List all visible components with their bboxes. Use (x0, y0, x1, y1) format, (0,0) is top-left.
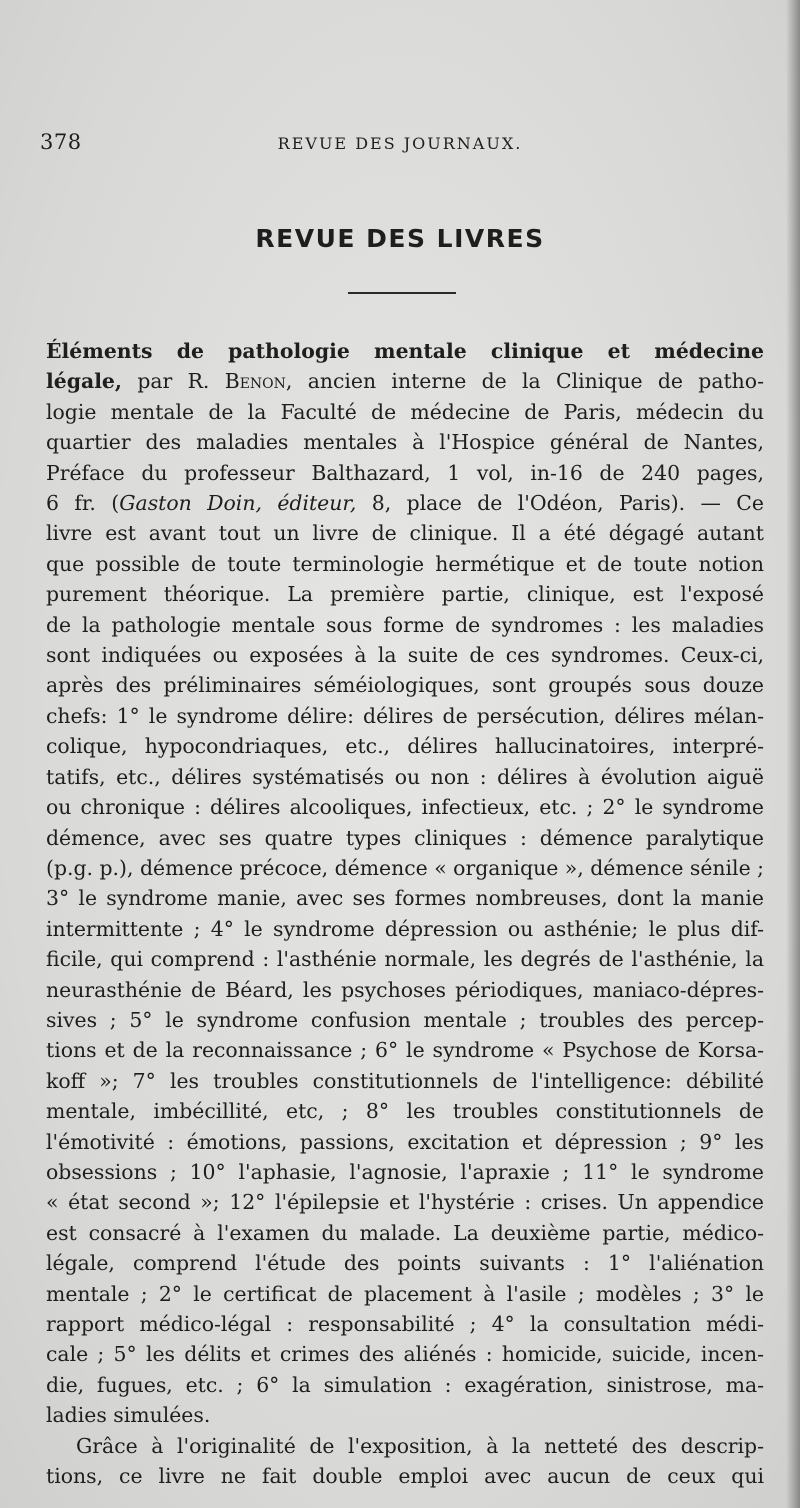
title-rule (348, 292, 456, 294)
text-line: chefs: 1° le syndrome délire: délires de persécution, délires mélan- (46, 703, 764, 728)
text-line: de la pathologie mentale sous forme de syndromes : les maladies (46, 612, 764, 637)
author-name: Benon (224, 369, 286, 394)
text-line: ou chronique : délires alcooliques, infectieux, etc. ; 2° le syndrome (46, 795, 764, 820)
text-line: rapport médico-légal : responsabilité ; 4° la consultation médi- (46, 1312, 764, 1336)
text-line: tions, ce livre ne fait double emploi avec aucun de ceux qui (46, 1464, 764, 1489)
text-line: purement théorique. La première partie, clinique, est l'exposé (46, 582, 764, 607)
text-line: neurasthénie de Béard, les psychoses périodiques, maniaco-dépres- (46, 977, 764, 1002)
text-line: Préface du professeur Balthazard, 1 vol, in-16 de 240 pages, (46, 460, 764, 485)
text-line: (p.g. p.), démence précoce, démence « organique », démence sénile ; (46, 855, 764, 880)
text-line: koff »; 7° les troubles constitutionnels de l'intelligence: débilité (46, 1068, 764, 1093)
text-line: tions et de la reconnaissance ; 6° le syndrome « Psychose de Korsa- (46, 1038, 764, 1063)
text-line: après des préliminaires séméiologiques, sont groupés sous douze (46, 673, 764, 698)
text-fragment: par R. (122, 369, 225, 394)
text-line: légale, comprend l'étude des points suivants : 1° l'aliénation (46, 1251, 764, 1276)
book-title-end: légale, (46, 369, 123, 394)
text-line: logie mentale de la Faculté de médecine de Paris, médecin du (46, 399, 764, 424)
text-line: mentale, imbécillité, etc, ; 8° les troubles constitutionnels de (46, 1099, 764, 1124)
paragraph-2 (46, 1431, 764, 1492)
text-fragment: 8, place de l'Odéon, Paris). — Ce (356, 491, 764, 516)
page-number: 378 (40, 130, 82, 154)
text-line: est consacré à l'examen du malade. La deuxième partie, médico- (46, 1220, 764, 1245)
text-line: démence, avec ses quatre types cliniques : démence paralytique (46, 825, 764, 850)
text-line: die, fugues, etc. ; 6° la simulation : exagération, sinistrose, ma- (46, 1372, 764, 1397)
text-line: sives ; 5° le syndrome confusion mentale ; troubles des percep- (46, 1007, 764, 1032)
text-block-b (46, 518, 764, 1400)
text-fragment: , ancien interne de la Clinique de patho- (285, 369, 764, 394)
text-line (46, 488, 764, 518)
text-line: colique, hypocondriaques, etc., délires hallucinatoires, interpré- (46, 734, 764, 759)
text-line: « état second »; 12° l'épilepsie et l'hystérie : crises. Un appendice (46, 1190, 764, 1215)
text-line: intermittente ; 4° le syndrome dépression ou asthénie; le plus dif- (46, 916, 764, 941)
text-line: quartier des maladies mentales à l'Hospice général de Nantes, (46, 430, 764, 455)
text-line: obsessions ; 10° l'aphasie, l'agnosie, l'apraxie ; 11° le syndrome (46, 1159, 764, 1184)
text-line: Grâce à l'originalité de l'exposition, à la netteté des descrip- (76, 1433, 764, 1458)
text-line: cale ; 5° les délits et crimes des aliénés : homicide, suicide, incen- (46, 1342, 764, 1367)
text-line: tatifs, etc., délires systématisés ou non : délires à évolution aiguë (46, 764, 764, 789)
running-head: REVUE DES JOURNAUX. (277, 134, 523, 153)
section-title: REVUE DES LIVRES (255, 224, 545, 253)
text-line: ficile, qui comprend : l'asthénie normale, les degrés de l'asthénie, la (46, 947, 764, 972)
review-body (46, 336, 764, 1491)
book-title-line: Éléments de pathologie mentale clinique et médecine (46, 339, 764, 363)
text-fragment: 6 fr. ( (46, 491, 120, 516)
text-block-a (46, 397, 764, 488)
text-line: 3° le syndrome manie, avec ses formes nombreuses, dont la manie (46, 886, 764, 911)
paragraph-last-line: ladies simulées. (46, 1403, 211, 1428)
text-line: que possible de toute terminologie hermétique et de toute notion (46, 551, 764, 576)
publisher-name: Gaston Doin, éditeur, (119, 491, 357, 516)
text-line (46, 366, 764, 396)
text-line: livre est avant tout un livre de clinique. Il a été dégagé autant (46, 521, 764, 546)
text-line: mentale ; 2° le certificat de placement à l'asile ; modèles ; 3° le (46, 1281, 764, 1306)
text-line: l'émotivité : émotions, passions, excitation et dépression ; 9° les (46, 1129, 764, 1154)
text-line: sont indiquées ou exposées à la suite de ces syndromes. Ceux-ci, (46, 643, 764, 668)
